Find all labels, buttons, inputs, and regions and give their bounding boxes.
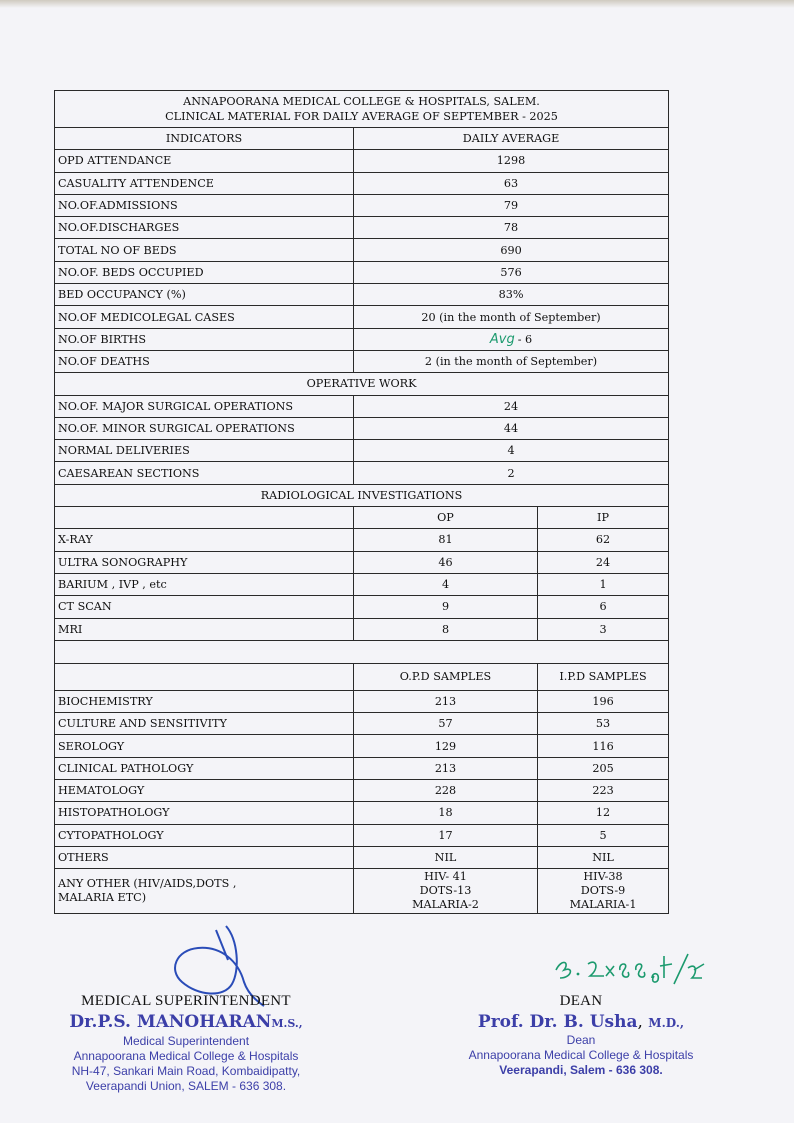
radiology-ip-value: 62: [538, 529, 669, 551]
dean-stamp-name-row: Prof. Dr. B. Usha, M.D.,: [477, 1012, 685, 1032]
indicator-label: NO.OF MEDICOLEGAL CASES: [55, 306, 354, 328]
dean-address: Veerapandi, Salem - 636 308.: [499, 1063, 663, 1077]
section-header-row: [55, 373, 669, 395]
radiology-op-value: 81: [354, 529, 538, 551]
indicator-label: CASUALITY ATTENDENCE: [55, 172, 354, 194]
radiology-row: [55, 529, 669, 551]
lab-ip-value: 5: [538, 824, 669, 846]
lab-other-label-cell: [55, 869, 354, 914]
radiology-label: MRI: [55, 618, 354, 640]
lab-label: CULTURE AND SENSITIVITY: [55, 713, 354, 735]
title-line-2: CLINICAL MATERIAL FOR DAILY AVERAGE OF SEPTEMBER - 2025: [165, 110, 558, 123]
lab-ip-value: NIL: [538, 846, 669, 868]
lab-other-ip-line: MALARIA-1: [569, 898, 637, 912]
lab-op-header: O.P.D SAMPLES: [354, 663, 538, 690]
lab-row: [55, 713, 669, 735]
radiology-op-header: OP: [354, 507, 538, 529]
radiology-label: X-RAY: [55, 529, 354, 551]
superintendent-address-1: NH-47, Sankari Main Road, Kombaidipatty,: [71, 1064, 301, 1078]
lab-other-row: [55, 869, 669, 914]
page-top-edge: [0, 0, 794, 8]
radiology-label: CT SCAN: [55, 596, 354, 618]
operative-label: NO.OF. MAJOR SURGICAL OPERATIONS: [55, 395, 354, 417]
indicator-value: 63: [354, 172, 669, 194]
dean-name: Prof. Dr. B. Usha: [477, 1012, 638, 1032]
indicator-row: [55, 172, 669, 194]
superintendent-stamp-name-row: [56, 1012, 316, 1034]
lab-ip-value: 196: [538, 690, 669, 712]
operative-value: 4: [354, 440, 669, 462]
indicator-label: TOTAL NO OF BEDS: [55, 239, 354, 261]
lab-row: [55, 802, 669, 824]
lab-ip-value: 205: [538, 757, 669, 779]
births-label: NO.OF BIRTHS: [55, 328, 354, 350]
indicator-row: [55, 261, 669, 283]
operative-row: [55, 417, 669, 439]
lab-blank-header: [55, 663, 354, 690]
radiology-heading: RADIOLOGICAL INVESTIGATIONS: [55, 484, 669, 506]
lab-ip-header: I.P.D SAMPLES: [538, 663, 669, 690]
births-row: [55, 328, 669, 350]
clinical-material-table: [54, 90, 669, 914]
column-header-row: [55, 128, 669, 150]
lab-row: [55, 846, 669, 868]
births-value-cell: [354, 328, 669, 350]
indicator-row: [55, 150, 669, 172]
lab-ip-value: 223: [538, 780, 669, 802]
radiology-row: [55, 551, 669, 573]
superintendent-name: Dr.P.S. MANOHARAN: [69, 1012, 272, 1032]
lab-other-op-line: DOTS-13: [419, 884, 472, 898]
lab-ip-value: 116: [538, 735, 669, 757]
indicator-row: [55, 239, 669, 261]
lab-row: [55, 824, 669, 846]
radiology-ip-header: IP: [538, 507, 669, 529]
lab-other-op-line: MALARIA-2: [412, 898, 479, 912]
superintendent-role: Medical Superintendent: [122, 1034, 250, 1048]
blank-row: [55, 640, 669, 663]
operative-value: 24: [354, 395, 669, 417]
indicator-value: 576: [354, 261, 669, 283]
lab-row: [55, 690, 669, 712]
lab-label: CLINICAL PATHOLOGY: [55, 757, 354, 779]
table-title: [55, 91, 669, 128]
superintendent-block: [56, 993, 316, 1094]
radiology-row: [55, 596, 669, 618]
operative-row: [55, 462, 669, 484]
section-header-row: [55, 484, 669, 506]
lab-label: OTHERS: [55, 846, 354, 868]
lab-label: SEROLOGY: [55, 735, 354, 757]
radiology-row: [55, 618, 669, 640]
radiology-label: BARIUM , IVP , etc: [55, 573, 354, 595]
operative-label: NORMAL DELIVERIES: [55, 440, 354, 462]
lab-other-label-line: ANY OTHER (HIV/AIDS,DOTS ,: [58, 877, 237, 891]
lab-label: HISTOPATHOLOGY: [55, 802, 354, 824]
indicator-label: BED OCCUPANCY (%): [55, 284, 354, 306]
dean-qualification: M.D.,: [648, 1016, 685, 1030]
indicator-value: 78: [354, 217, 669, 239]
births-value: - 6: [517, 332, 533, 346]
lab-op-value: 129: [354, 735, 538, 757]
lab-op-value: 18: [354, 802, 538, 824]
lab-label: BIOCHEMISTRY: [55, 690, 354, 712]
indicator-value: 79: [354, 194, 669, 216]
lab-op-value: 17: [354, 824, 538, 846]
deaths-value: 2 (in the month of September): [354, 350, 669, 372]
superintendent-address-2: Veerapandi Union, SALEM - 636 308.: [85, 1079, 287, 1093]
operative-work-heading: OPERATIVE WORK: [55, 373, 669, 395]
lab-op-value: 57: [354, 713, 538, 735]
lab-op-value: NIL: [354, 846, 538, 868]
dean-role: Dean: [566, 1033, 596, 1047]
indicator-value: 83%: [354, 284, 669, 306]
indicators-header: INDICATORS: [55, 128, 354, 150]
indicator-label: NO.OF.ADMISSIONS: [55, 194, 354, 216]
lab-other-op-cell: [354, 869, 538, 914]
indicator-row: [55, 284, 669, 306]
operative-row: [55, 440, 669, 462]
lab-other-ip-line: DOTS-9: [580, 884, 626, 898]
operative-label: NO.OF. MINOR SURGICAL OPERATIONS: [55, 417, 354, 439]
radiology-blank-header: [55, 507, 354, 529]
radiology-ip-value: 24: [538, 551, 669, 573]
indicator-label: NO.OF.DISCHARGES: [55, 217, 354, 239]
radiology-row: [55, 573, 669, 595]
lab-label: CYTOPATHOLOGY: [55, 824, 354, 846]
indicator-value: 1298: [354, 150, 669, 172]
dean-block: [466, 993, 696, 1078]
daily-average-header: DAILY AVERAGE: [354, 128, 669, 150]
operative-label: CAESAREAN SECTIONS: [55, 462, 354, 484]
operative-value: 2: [354, 462, 669, 484]
lab-ip-value: 12: [538, 802, 669, 824]
title-line-1: ANNAPOORANA MEDICAL COLLEGE & HOSPITALS, SALEM.: [183, 95, 540, 108]
lab-row: [55, 780, 669, 802]
superintendent-qualification: M.S.,: [271, 1017, 303, 1030]
table-header-row: [55, 91, 669, 128]
births-handwritten-note: Avg: [489, 331, 515, 347]
lab-row: [55, 757, 669, 779]
radiology-op-value: 46: [354, 551, 538, 573]
lab-other-ip-cell: [538, 869, 669, 914]
blank-cell: [55, 640, 669, 663]
indicator-row: [55, 217, 669, 239]
radiology-op-value: 8: [354, 618, 538, 640]
deaths-row: [55, 350, 669, 372]
dean-org: Annapoorana Medical College & Hospitals: [468, 1048, 694, 1062]
radiology-ip-value: 6: [538, 596, 669, 618]
lab-label: HEMATOLOGY: [55, 780, 354, 802]
radiology-ip-value: 1: [538, 573, 669, 595]
superintendent-title: MEDICAL SUPERINTENDENT: [81, 993, 291, 1009]
radiology-op-value: 9: [354, 596, 538, 618]
indicator-value: 20 (in the month of September): [354, 306, 669, 328]
radiology-column-header-row: [55, 507, 669, 529]
operative-value: 44: [354, 417, 669, 439]
radiology-op-value: 4: [354, 573, 538, 595]
indicator-row: [55, 194, 669, 216]
radiology-ip-value: 3: [538, 618, 669, 640]
lab-op-value: 213: [354, 757, 538, 779]
lab-ip-value: 53: [538, 713, 669, 735]
indicator-label: NO.OF. BEDS OCCUPIED: [55, 261, 354, 283]
lab-op-value: 228: [354, 780, 538, 802]
dean-title: DEAN: [559, 993, 603, 1009]
lab-column-header-row: [55, 663, 669, 690]
lab-op-value: 213: [354, 690, 538, 712]
radiology-label: ULTRA SONOGRAPHY: [55, 551, 354, 573]
operative-row: [55, 395, 669, 417]
deaths-label: NO.OF DEATHS: [55, 350, 354, 372]
indicator-row: [55, 306, 669, 328]
lab-other-ip-line: HIV-38: [583, 870, 623, 884]
lab-other-op-line: HIV- 41: [424, 870, 467, 884]
indicator-label: OPD ATTENDANCE: [55, 150, 354, 172]
indicator-value: 690: [354, 239, 669, 261]
lab-other-label-line: MALARIA ETC): [58, 891, 147, 905]
superintendent-org: Annapoorana Medical College & Hospitals: [73, 1049, 299, 1063]
lab-row: [55, 735, 669, 757]
